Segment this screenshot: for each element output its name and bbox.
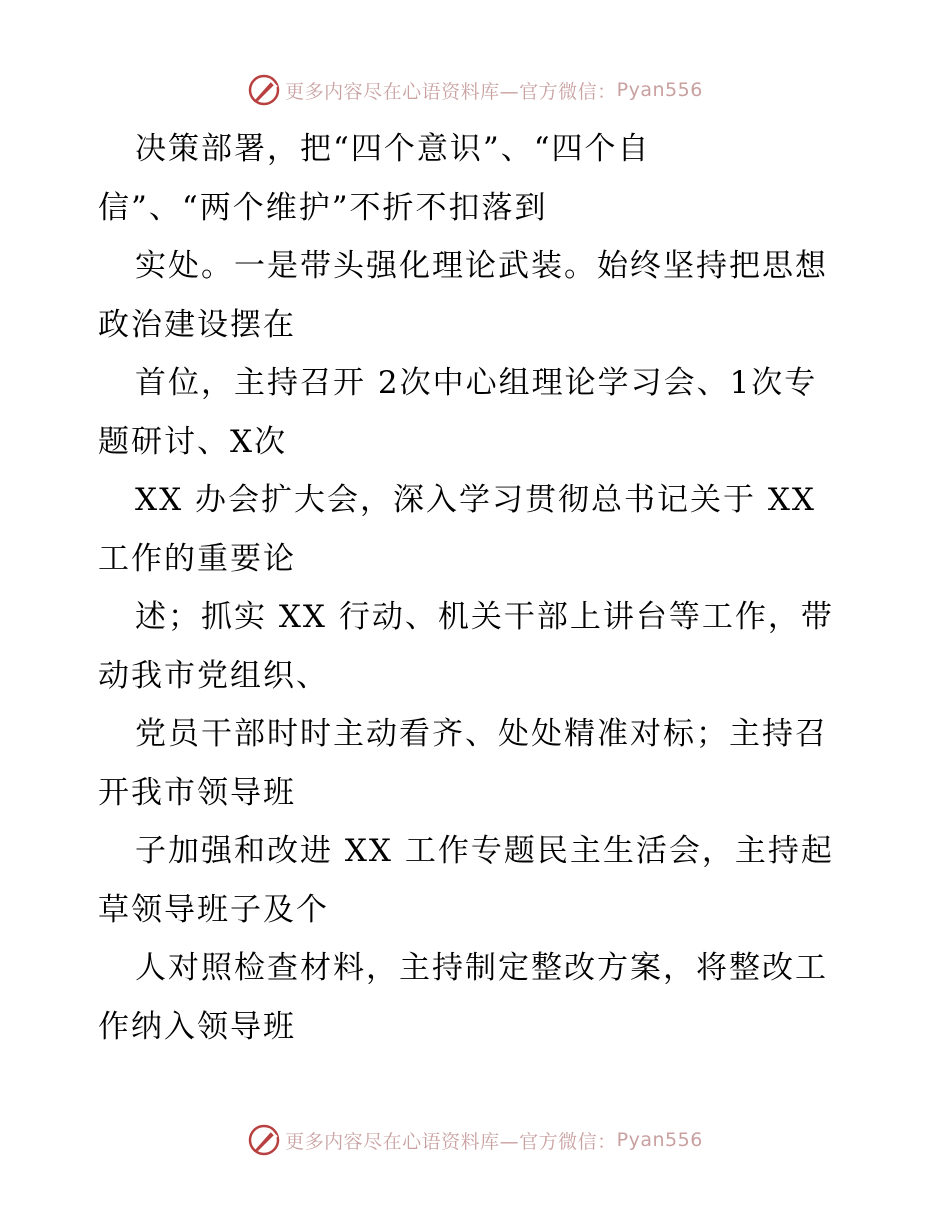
quill-pen-circle-icon bbox=[247, 1123, 281, 1157]
text-line: 人对照检查材料，主持制定整改方案，将整改工 bbox=[135, 950, 828, 986]
text-line: 党员干部时时主动看齐、处处精准对标；主持召 bbox=[135, 716, 828, 752]
text-line: 作纳入领导班 bbox=[98, 1008, 296, 1045]
text-line: 决策部署，把“四个意识”、“四个自 bbox=[135, 131, 651, 167]
text-line: 子加强和改进 XX 工作专题民主生活会，主持起 bbox=[135, 833, 834, 869]
header-watermark bbox=[0, 70, 950, 110]
text-line: 草领导班子及个 bbox=[98, 891, 329, 928]
watermark-text: 更多内容尽在心语资料库—官方微信： bbox=[285, 80, 617, 103]
text-line: 动我市党组织、 bbox=[98, 657, 329, 694]
text-line: 实处。一是带头强化理论武装。始终坚持把思想 bbox=[135, 248, 828, 284]
text-line: 政治建设摆在 bbox=[98, 306, 296, 343]
quill-pen-circle-icon bbox=[247, 73, 281, 107]
text-line: XX 办会扩大会，深入学习贯彻总书记关于 XX bbox=[135, 482, 816, 518]
text-line: 工作的重要论 bbox=[98, 540, 296, 577]
watermark-text: 更多内容尽在心语资料库—官方微信： bbox=[285, 1130, 617, 1153]
text-line: 述；抓实 XX 行动、机关干部上讲台等工作，带 bbox=[135, 599, 834, 635]
watermark-wechat-id: Pyan556 bbox=[616, 1129, 703, 1151]
document-body bbox=[98, 120, 868, 1056]
footer-watermark bbox=[0, 1120, 950, 1160]
text-line: 信”、“两个维护”不折不扣落到 bbox=[98, 189, 548, 226]
text-line: 题研讨、X次 bbox=[98, 423, 288, 460]
watermark-wechat-id: Pyan556 bbox=[616, 79, 703, 101]
text-line: 首位，主持召开 2次中心组理论学习会、1次专 bbox=[135, 365, 818, 401]
text-line: 开我市领导班 bbox=[98, 774, 296, 811]
